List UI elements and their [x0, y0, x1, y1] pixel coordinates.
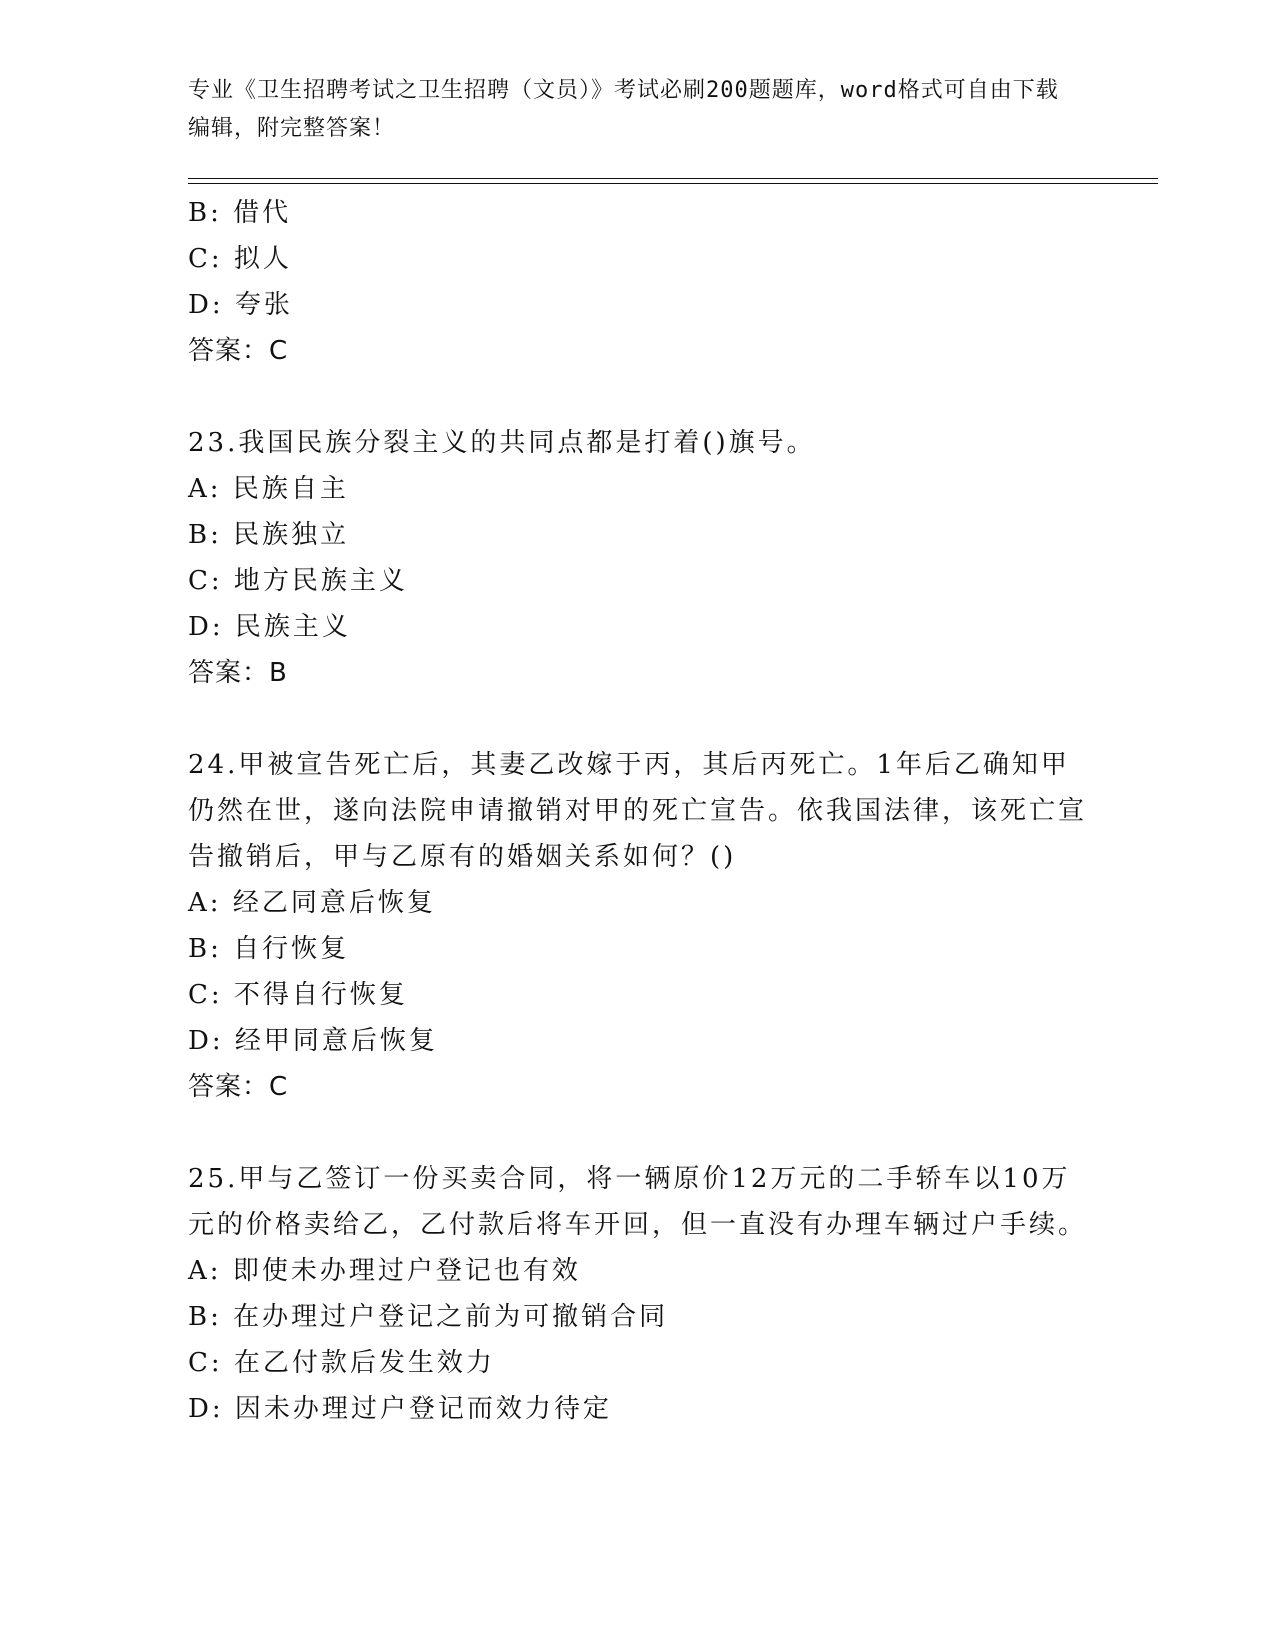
option-text: 夸张: [234, 290, 293, 320]
option-letter: B:: [188, 934, 222, 964]
option-text: 在乙付款后发生效力: [233, 1348, 495, 1378]
option-text: 民族独立: [233, 520, 350, 550]
option-b: [188, 512, 1088, 558]
option-text: 自行恢复: [233, 934, 350, 964]
header-divider-top: [188, 178, 1158, 179]
option-letter: D:: [188, 1394, 224, 1424]
option-letter: D:: [188, 1026, 224, 1056]
option-b: [188, 190, 1088, 236]
option-letter: B:: [188, 198, 222, 228]
option-d: [188, 282, 1088, 328]
option-text: 不得自行恢复: [233, 980, 408, 1010]
header-divider-bottom: [188, 183, 1158, 184]
option-c: [188, 1340, 1088, 1386]
option-b: [188, 926, 1088, 972]
question-stem: 25.甲与乙签订一份买卖合同，将一辆原价12万元的二手轿车以10万元的价格卖给乙，乙付款后将车开回，但一直没有办理车辆过户手续。: [188, 1164, 1088, 1240]
option-a: [188, 880, 1088, 926]
question-stem: 24.甲被宣告死亡后，其妻乙改嫁于丙，其后丙死亡。1年后乙确知甲仍然在世，遂向法院申请撤销对甲的死亡宣告。依我国法律，该死亡宣告撤销后，甲与乙原有的婚姻关系如何？(): [188, 750, 1088, 872]
option-text: 拟人: [233, 244, 292, 274]
option-text: 民族自主: [232, 474, 349, 504]
option-text: 地方民族主义: [233, 566, 408, 596]
option-text: 借代: [233, 198, 292, 228]
option-letter: C:: [188, 980, 223, 1010]
option-letter: B:: [188, 520, 222, 550]
option-a: [188, 466, 1088, 512]
question-23: [188, 420, 1088, 696]
question-list: [188, 190, 1088, 1432]
option-c: [188, 236, 1088, 282]
question-25: [188, 1156, 1088, 1432]
option-letter: C:: [188, 244, 223, 274]
question-22-tail: [188, 190, 1088, 374]
option-text: 经甲同意后恢复: [234, 1026, 438, 1056]
option-letter: C:: [188, 1348, 223, 1378]
option-text: 民族主义: [234, 612, 351, 642]
option-a: [188, 1248, 1088, 1294]
answer-line: 答案：C: [188, 1072, 289, 1102]
option-letter: A:: [188, 888, 222, 918]
document-header: 专业《卫生招聘考试之卫生招聘（文员）》考试必刷200题题库，word格式可自由下载编辑，附完整答案！: [188, 78, 1059, 141]
option-text: 在办理过户登记之前为可撤销合同: [233, 1302, 669, 1332]
spacer: [188, 1110, 1088, 1156]
option-letter: D:: [188, 290, 224, 320]
answer-line: 答案：C: [188, 336, 289, 366]
option-letter: B:: [188, 1302, 222, 1332]
spacer: [188, 696, 1088, 742]
option-d: [188, 604, 1088, 650]
option-text: 即使未办理过户登记也有效: [232, 1256, 581, 1286]
option-letter: C:: [188, 566, 223, 596]
option-d: [188, 1386, 1088, 1432]
spacer: [188, 374, 1088, 420]
option-letter: D:: [188, 612, 224, 642]
option-text: 经乙同意后恢复: [232, 888, 436, 918]
question-stem: 23.我国民族分裂主义的共同点都是打着()旗号。: [188, 428, 816, 458]
option-letter: A:: [188, 474, 222, 504]
option-text: 因未办理过户登记而效力待定: [234, 1394, 612, 1424]
option-c: [188, 972, 1088, 1018]
question-24: [188, 742, 1088, 1110]
option-c: [188, 558, 1088, 604]
option-letter: A:: [188, 1256, 222, 1286]
answer-line: 答案：B: [188, 658, 288, 688]
option-d: [188, 1018, 1088, 1064]
option-b: [188, 1294, 1088, 1340]
